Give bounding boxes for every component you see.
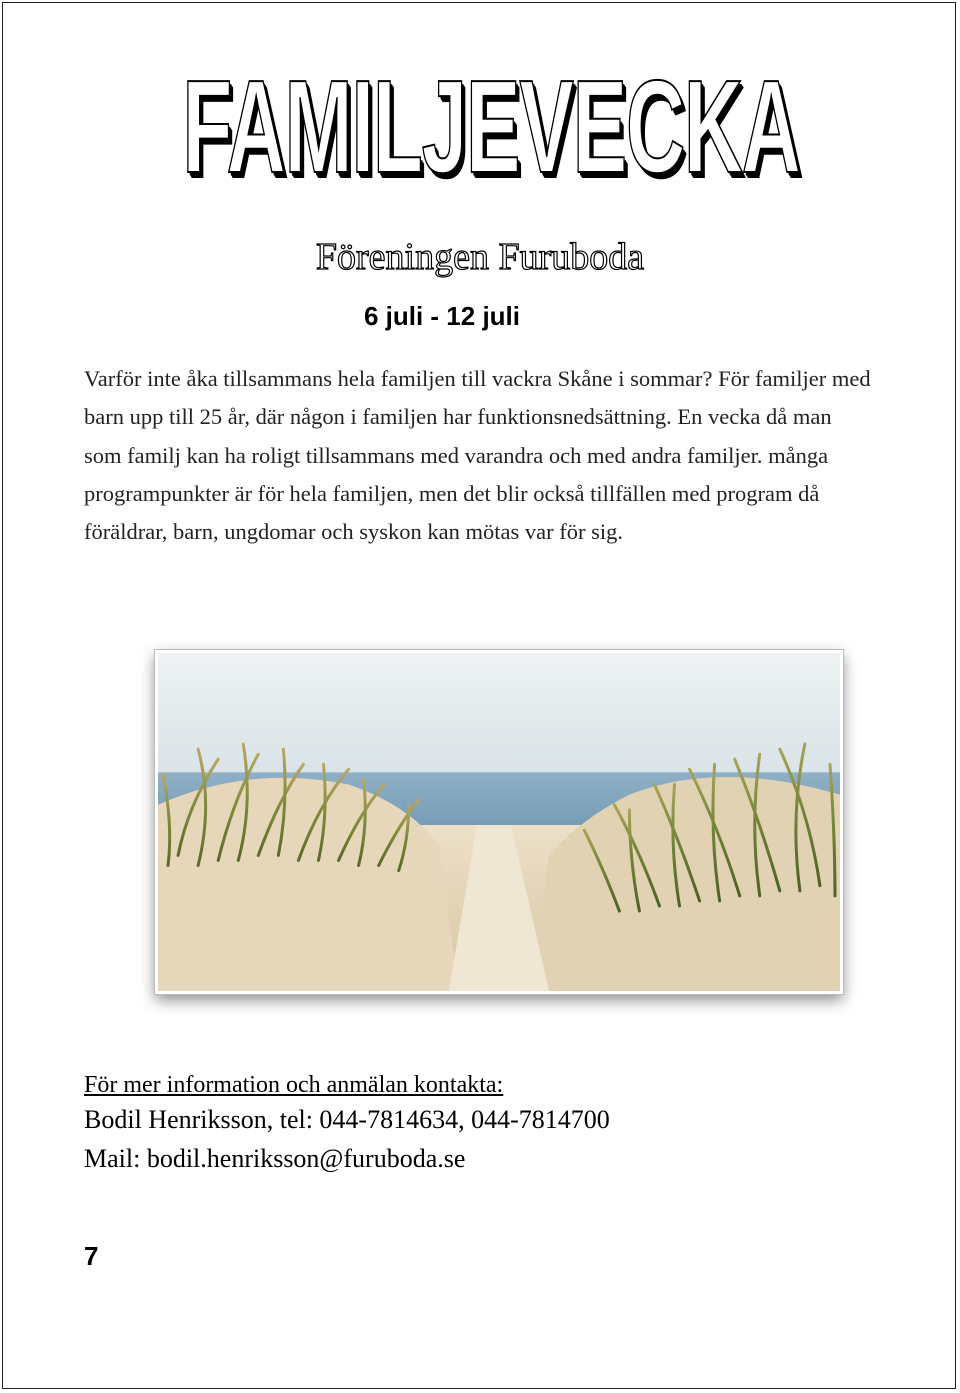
- intro-paragraph: Varför inte åka tillsammans hela familjen till vackra Skåne i sommar? För familjer med barn upp till 25 år, där någon i familjen har funktionsnedsättning. En vecka då man som familj kan ha roligt tillsammans med varandra och med andra familjer. många programpunkter är för hela familjen, men det blir också tillfällen med program då föräldrar, barn, ungdomar och syskon kan mötas var för sig.: [84, 366, 871, 545]
- contact-phone-line: Bodil Henriksson, tel: 044-7814634, 044-7814700: [84, 1105, 610, 1134]
- contact-mail-line: Mail: bodil.henriksson@furuboda.se: [84, 1144, 466, 1173]
- contact-heading: För mer information och anmälan kontakta:: [84, 1072, 504, 1098]
- organization-name: Föreningen Furuboda: [315, 236, 645, 278]
- date-range: 6 juli - 12 juli: [363, 301, 521, 331]
- beach-photo: [155, 650, 843, 994]
- page-number: 7: [84, 1241, 99, 1271]
- beach-dune-path-photo-icon: [158, 653, 840, 991]
- main-title: FAMILJEVECKA: [182, 53, 800, 200]
